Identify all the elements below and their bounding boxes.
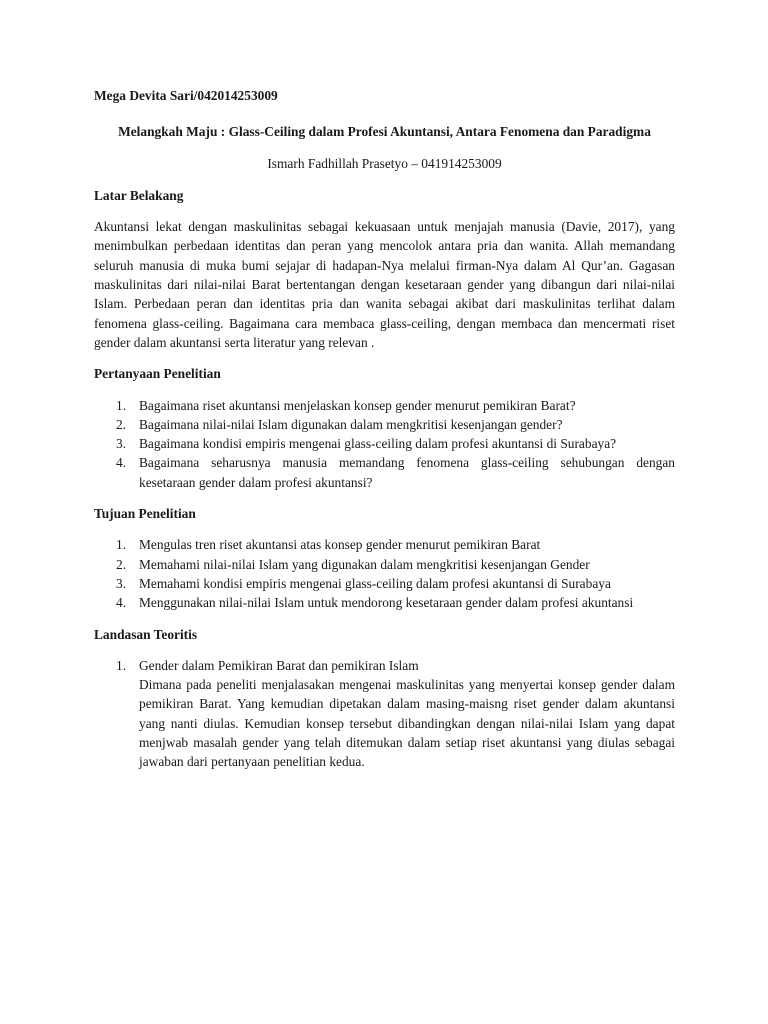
list-number: 2. [116, 556, 127, 572]
list-item [94, 415, 675, 434]
list-item-text: Mengulas tren riset akuntansi atas konsep gender menurut pemikiran Barat [139, 537, 541, 553]
list-item [94, 434, 675, 453]
list-number: 3. [116, 436, 127, 452]
list-item-text: Gender dalam Pemikiran Barat dan pemikiran Islam [139, 657, 419, 673]
heading-latar-belakang: Latar Belakang [94, 187, 184, 203]
heading-landasan-teoritis: Landasan Teoritis [94, 626, 198, 642]
list-item [94, 555, 675, 574]
heading-pertanyaan-penelitian: Pertanyaan Penelitian [94, 366, 221, 382]
list-landasan-teoritis [94, 656, 675, 772]
list-item-text: Memahami kondisi empiris mengenai glass-ceiling dalam profesi akuntansi di Surabaya [139, 575, 611, 591]
author-line: Mega Devita Sari/042014253009 [94, 88, 278, 103]
list-item-text: Menggunakan nilai-nilai Islam untuk mendorong kesetaraan gender dalam profesi akuntansi [139, 595, 634, 611]
document-page [94, 86, 675, 784]
heading-tujuan-penelitian: Tujuan Penelitian [94, 506, 196, 522]
list-number: 1. [116, 537, 127, 553]
list-item-text: Memahami nilai-nilai Islam yang digunakan dalam mengkritisi kesenjangan Gender [139, 556, 590, 572]
list-item-text: Bagaimana seharusnya manusia memandang fenomena glass-ceiling sehubungan dengan kesetaraan gender dalam profesi akuntansi? [139, 455, 675, 490]
paragraph-latar-belakang: Akuntansi lekat dengan maskulinitas sebagai kekuasaan untuk menjajah manusia (Davie, 2017), yang menimbulkan perbedaan identitas dan peran yang mencolok antara pria dan wanita. Allah memandang seluruh manusia di muka bumi sejajar di hadapan-Nya melalui firman-Nya dalam Al Qur’an. Gagasan maskulinitas dari nilai-nilai Barat bertentangan dengan kesetaraan gender yang dibangun dari nilai-nilai Islam. Perbedaan peran dan identitas pria dan wanita sebagai akibat dari maskulinitas terlihat dalam fenomena glass-ceiling. Bagaimana cara membaca glass-ceiling, dengan membaca dan mencermati riset gender dalam akuntansi serta literatur yang relevan . [94, 219, 675, 350]
list-pertanyaan-penelitian [94, 396, 675, 492]
document-title: Melangkah Maju : Glass-Ceiling dalam Profesi Akuntansi, Antara Fenomena dan Paradigma [118, 124, 651, 140]
list-item-text: Bagaimana nilai-nilai Islam digunakan dalam mengkritisi kesenjangan gender? [139, 416, 563, 432]
list-number: 1. [116, 657, 127, 673]
list-item [94, 656, 675, 772]
list-item-text: Bagaimana kondisi empiris mengenai glass-ceiling dalam profesi akuntansi di Surabaya? [139, 436, 617, 452]
list-item-detail: Dimana pada peneliti menjalasakan mengenai maskulinitas yang menyertai konsep gender dalam pemikiran Barat. Yang kemudian dipetakan dalam masing-maisng riset gender dalam akuntansi yang nanti diulas. Kemudian konsep tersebut dibandingkan dengan nilai-nilai Islam yang dapat menjwab masalah gender yang telah ditemukan dalam setiap riset akuntansi yang diulas sebagai jawaban dari pertanyaan penelitian kedua. [139, 677, 675, 770]
list-item [94, 593, 675, 612]
list-number: 1. [116, 397, 127, 413]
list-number: 2. [116, 416, 127, 432]
list-number: 3. [116, 575, 127, 591]
list-item [94, 535, 675, 554]
list-number: 4. [116, 595, 127, 611]
presenter-line: Ismarh Fadhillah Prasetyo – 041914253009 [267, 155, 502, 171]
list-item [94, 453, 675, 492]
list-item-text: Bagaimana riset akuntansi menjelaskan konsep gender menurut pemikiran Barat? [139, 397, 576, 413]
list-item [94, 574, 675, 593]
list-number: 4. [116, 455, 127, 471]
list-tujuan-penelitian [94, 535, 675, 612]
list-item [94, 396, 675, 415]
